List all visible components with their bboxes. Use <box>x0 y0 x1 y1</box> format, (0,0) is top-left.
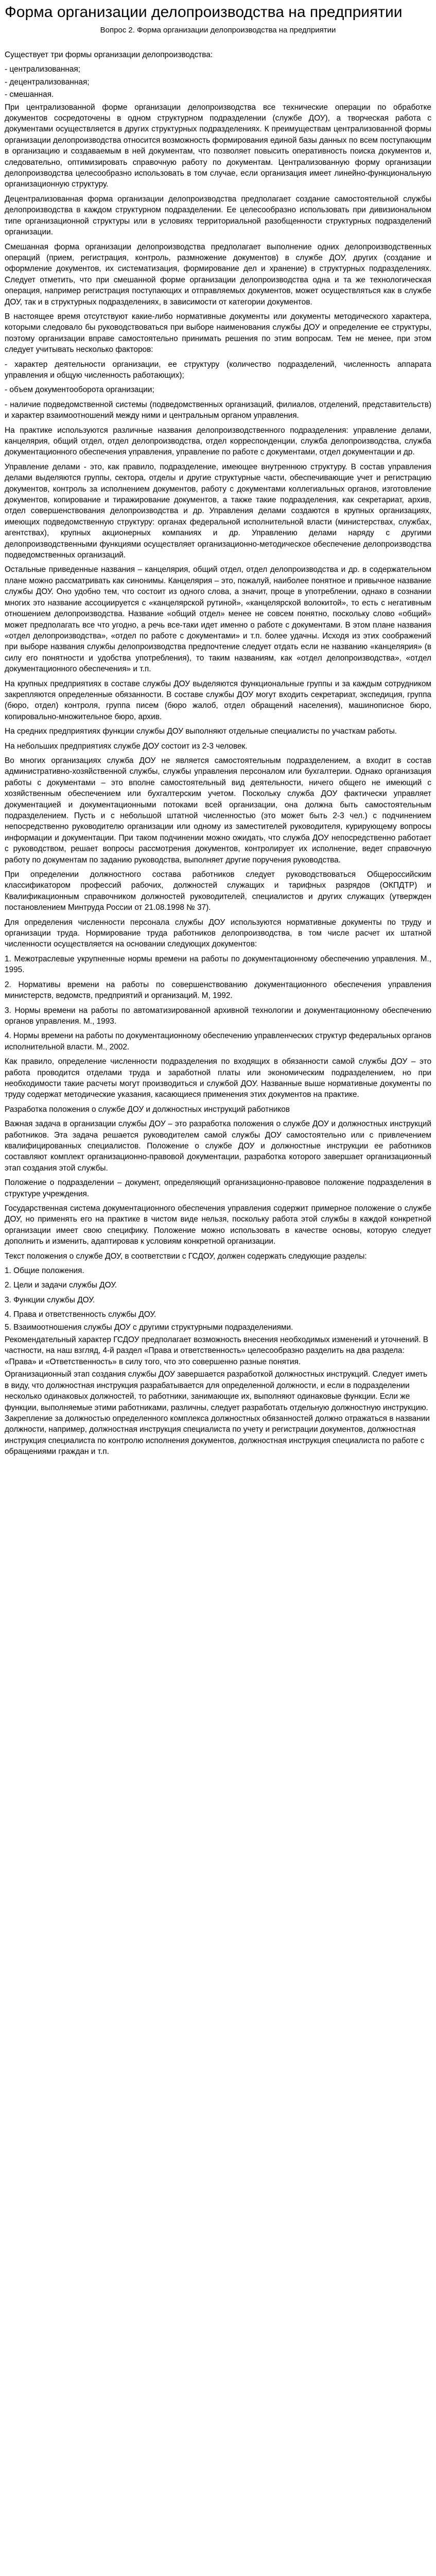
paragraph: 4. Права и ответственность службы ДОУ. <box>5 1310 156 1319</box>
article-body <box>5 49 431 1458</box>
paragraph: На средних предприятиях функции службы ДОУ выполняют отдельные специалисты по участкам работы. <box>5 727 397 736</box>
paragraph: - наличие подведомственной системы (подведомственных организаций, филиалов, отделений, представительств) и характер взаимоотношений между ними и центральным органом управления. <box>5 400 431 420</box>
paragraph: Существует три формы организации делопроизводства: <box>5 50 213 59</box>
paragraph: Во многих организациях служба ДОУ не является самостоятельным подразделением, а входит в состав административно-хозяйственной службы, службы управления персоналом или бухгалтерии. Однако организация работы с документами – это вполне самостоятельный вид деятельности, ничего общего не имеющий с хозяйственным обеспечением или бухгалтерским учетом. Поскольку служба ДОУ фактически управляет документацией и документационными потоками всей организации, она должна быть самостоятельным подразделением. Пусть и с небольшой штатной численностью (это может быть 2-3 чел.) с подчинением непосредственно руководителю организации или одному из заместителей руководителя, курирующему вопросы информации и документации. При таком подчинении можно ожидать, что служба ДОУ непосредственно работает с руководством, решает вопросы рассмотрения документов, контролирует их исполнение, ведет справочную работу по документам по заданию руководства, выполняет другие поручения руководства. <box>5 756 431 865</box>
page-subtitle: Вопрос 2. Форма организации делопроизводства на предприятии <box>100 26 336 35</box>
paragraph: Смешанная форма организации делопроизводства предполагает выполнение одних делопроизводственных операций (прием, регистрация, контроль, размножение документов) в службе ДОУ, других (создание и оформление документов, их систематизация, формирование дел и хранение) в структурных подразделениях. Следует отметить, что при смешанной форме организации делопроизводства одна и та же технологическая операция, например регистрация поступающих и отправляемых документов, может осуществляться как в службе ДОУ, так и в структурных подразделениях, в зависимости от категории документов. <box>5 242 431 307</box>
paragraph: Управление делами - это, как правило, подразделение, имеющее внутреннюю структуру. В состав управления делами выделяются группы, сектора, отделы и другие структурные части, обеспечивающие учет и регистрацию документов, контроль за исполнением документов, работу с документами коллегиальных органов, изготовление документов, копирование и тиражирование документов, а также такие подразделения, как секретариат, архив, отдел совершенствования делопроизводства и др. Управления делами создаются в крупных организациях, имеющих подведомственную структуру: органах федеральной исполнительной власти (министерствах, службах, агентствах), крупных акционерных компаниях и др. Управлению делами наряду с другими делопроизводственными функциями осуществляет организационно-методическое обеспечение делопроизводства подведомственных организаций. <box>5 462 431 560</box>
paragraph: Положение о подразделении – документ, определяющий организационно-правовое положение подразделения в структуре учреждения. <box>5 1178 431 1198</box>
paragraph: Текст положения о службе ДОУ, в соответствии с ГСДОУ, должен содержать следующие разделы: <box>5 1251 367 1261</box>
paragraph: - децентрализованная; <box>5 77 90 87</box>
paragraph: При определении должностного состава работников следует руководствоваться Общероссийским классификатором профессий рабочих, должностей служащих и тарифных разрядов (ОКПДТР) и Квалификационным справочником должностей руководителей, специалистов и других служащих (утвержден постановлением Минтруда России от 21.08.1998 № 37). <box>5 870 431 912</box>
paragraph: - характер деятельности организации, ее структуру (количество подразделений, численность аппарата управления и общую численность работающих); <box>5 360 431 380</box>
paragraph: - объем документооборота организации; <box>5 385 154 395</box>
paragraph: В настоящее время отсутствуют какие-либо нормативные документы или документы методического характера, которыми следовало бы руководствоваться при выборе наименования службы ДОУ и определение ее структуры, поэтому организации вправе самостоятельно принимать решения по этим вопросам. Тем не менее, при этом следует учитывать несколько факторов: <box>5 312 431 354</box>
paragraph: Организационный этап создания службы ДОУ завершается разработкой должностных инструкций. Следует иметь в виду, что должностная инструкция разрабатывается для определенной должности, и если в подразделении несколько одинаковых должностей, то работники, занимающие их, выполняют одинаковые функции. Если же функции, выполняемые этими работниками, различны, следует разработать отдельную должностную инструкцию. Закрепление за должностью определенного комплекса должностных обязанностей должно отражаться в названии должности, например, должностная инструкция специалиста по учету и регистрации документов, должностная инструкция специалиста по контролю исполнения документов, должностная инструкция специалиста по работе с обращениями граждан и т.п. <box>5 1370 430 1456</box>
paragraph: Рекомендательный характер ГСДОУ предполагает возможность внесения необходимых изменений и уточнений. В частности, на наш взгляд, 4-й раздел «Права и ответственность» целесообразно разделить на два раздела: «Права» и «Ответственность» в силу того, что это совершенно разные понятия. <box>5 1335 429 1366</box>
paragraph: - смешанная. <box>5 90 54 99</box>
paragraph: 4. Нормы времени на работы по документационному обеспечению управленческих структур федеральных органов исполнительной власти. М., 2002. <box>5 1031 431 1052</box>
paragraph: Разработка положения о службе ДОУ и должностных инструкций работников <box>5 1105 290 1114</box>
paragraph: На небольших предприятиях службе ДОУ состоит из 2-3 человек. <box>5 741 248 751</box>
paragraph: На крупных предприятиях в составе службы ДОУ выделяются функциональные группы и за каждым сотрудником закрепляются определенные обязанности. В составе службы ДОУ могут входить секретариат, экспедиция, группа (бюро, отдел) контроля, группа писем (бюро жалоб, отдел обращений населения), машинописное бюро, копировально-множительное бюро, архив. <box>5 679 431 721</box>
paragraph: 2. Цели и задачи службы ДОУ. <box>5 1281 117 1290</box>
paragraph: 5. Взаимоотношения службы ДОУ с другими структурными подразделениями. <box>5 1323 293 1332</box>
paragraph: Для определения численности персонала службы ДОУ используются нормативные документы по труду и организации труда. Нормирование труда работников делопроизводства, в том числе расчет их штатной численности осуществляется на основании следующих документов: <box>5 918 431 949</box>
paragraph: Как правило, определение численности подразделения по входящих в обязанности самой службы ДОУ – это работа проводится отделами труда и заработной платы или экономическим подразделением, но при необходимости такие расчеты могут производиться и службой ДОУ. Названные выше нормативные документы по труду содержат методические указания, касающиеся применения этих документов на практике. <box>5 1057 431 1099</box>
paragraph: 2. Нормативы времени на работы по совершенствованию документационного обеспечения управления министерств, ведомств, предприятий и организаций. М, 1992. <box>5 980 431 1001</box>
paragraph: Остальные приведенные названия – канцелярия, общий отдел, отдел делопроизводства и др. в содержательном плане можно рассматривать как синонимы. Канцелярия – это, пожалуй, наиболее понятное и привычное название службы ДОУ. Оно удобно тем, что состоит из одного слова, а значит, проще в употреблении, однако в сознании многих это название ассоциируется с «канцелярской рутиной», «канцелярской волокитой», то есть с негативным отношением делопроизводства. Название «общий отдел» менее не совсем понятно, поскольку слово «общий» может предполагать все что угодно, а речь все-таки идет именно о работе с документами. В этом плане названия «отдел делопроизводства», «отдел по работе с документами» и т.п. более удачны. Исходя из этих соображений при выборе названия службы делопроизводства предпочтение следует отдать если не названию «канцелярия» (в силу его понятности и удобства употребления), то таким названиям, как «отдел делопроизводства», «отдел документационного обеспечения» и т.п. <box>5 565 431 674</box>
paragraph: Важная задача в организации службы ДОУ – это разработка положения о службе ДОУ и должностных инструкций работников. Эта задача решается руководителем самой службы ДОУ самостоятельно или с привлечением квалифицированных специалистов. Положение о службе ДОУ и должностные инструкции ее работников составляют комплект организационно-правовой документации, разработка которого завершает организационный этап создания этой службы. <box>5 1120 431 1173</box>
paragraph: При централизованной форме организации делопроизводства все технические операции по обработке документов сосредоточены в одном структурном подразделении (службе ДОУ), а творческая работа с документами осуществляется в других структурных подразделениях. К преимуществам централизованной формы организации делопроизводства относится возможность формирования единой базы данных по всем поступающим в организацию и создаваемым в ней документам, что позволяет повысить оперативность поиска документов и, следовательно, оптимизировать справочную работу по документам. Централизованную форму организации делопроизводства целесообразно использовать в том случае, если организация имеет линейно-функциональную организационную структуру. <box>5 103 431 189</box>
paragraph: На практике используются различные названия делопроизводственного подразделения: управление делами, канцелярия, общий отдел, отдел делопроизводства, отдел корреспонденции, служба делопроизводства, служба документационного обеспечения управления, управление по работе с документами, отдел документации и др. <box>5 426 431 457</box>
paragraph: Децентрализованная форма организации делопроизводства предполагает создание самостоятельной службы делопроизводства в каждом структурном подразделении. Ее целесообразно использовать при дивизиональном типе организационной структуры или в условиях территориальной разобщенности структурных подразделений организации. <box>5 194 431 237</box>
paragraph: - централизованная; <box>5 65 81 74</box>
page-title: Форма организации делопроизводства на предприятии <box>5 4 403 21</box>
paragraph: 1. Общие положения. <box>5 1266 84 1276</box>
paragraph: 1. Межотраслевые укрупненные нормы времени на работы по документационному обеспечению управления. М., 1995. <box>5 954 431 975</box>
paragraph: Государственная система документационного обеспечения управления содержит примерное положение о службе ДОУ, но применять его на практике в чистом виде нельзя, поскольку работа этой службы в каждой конкретной организации имеет свою специфику. Положение можно использовать в качестве основы, которую следует дополнить и изменить, адаптировав к условиям конкретной организации. <box>5 1204 431 1246</box>
paragraph: 3. Нормы времени на работы по автоматизированной архивной технологии и документационному обеспечению органов управления. М., 1993. <box>5 1006 431 1026</box>
paragraph: 3. Функции службы ДОУ. <box>5 1295 95 1304</box>
